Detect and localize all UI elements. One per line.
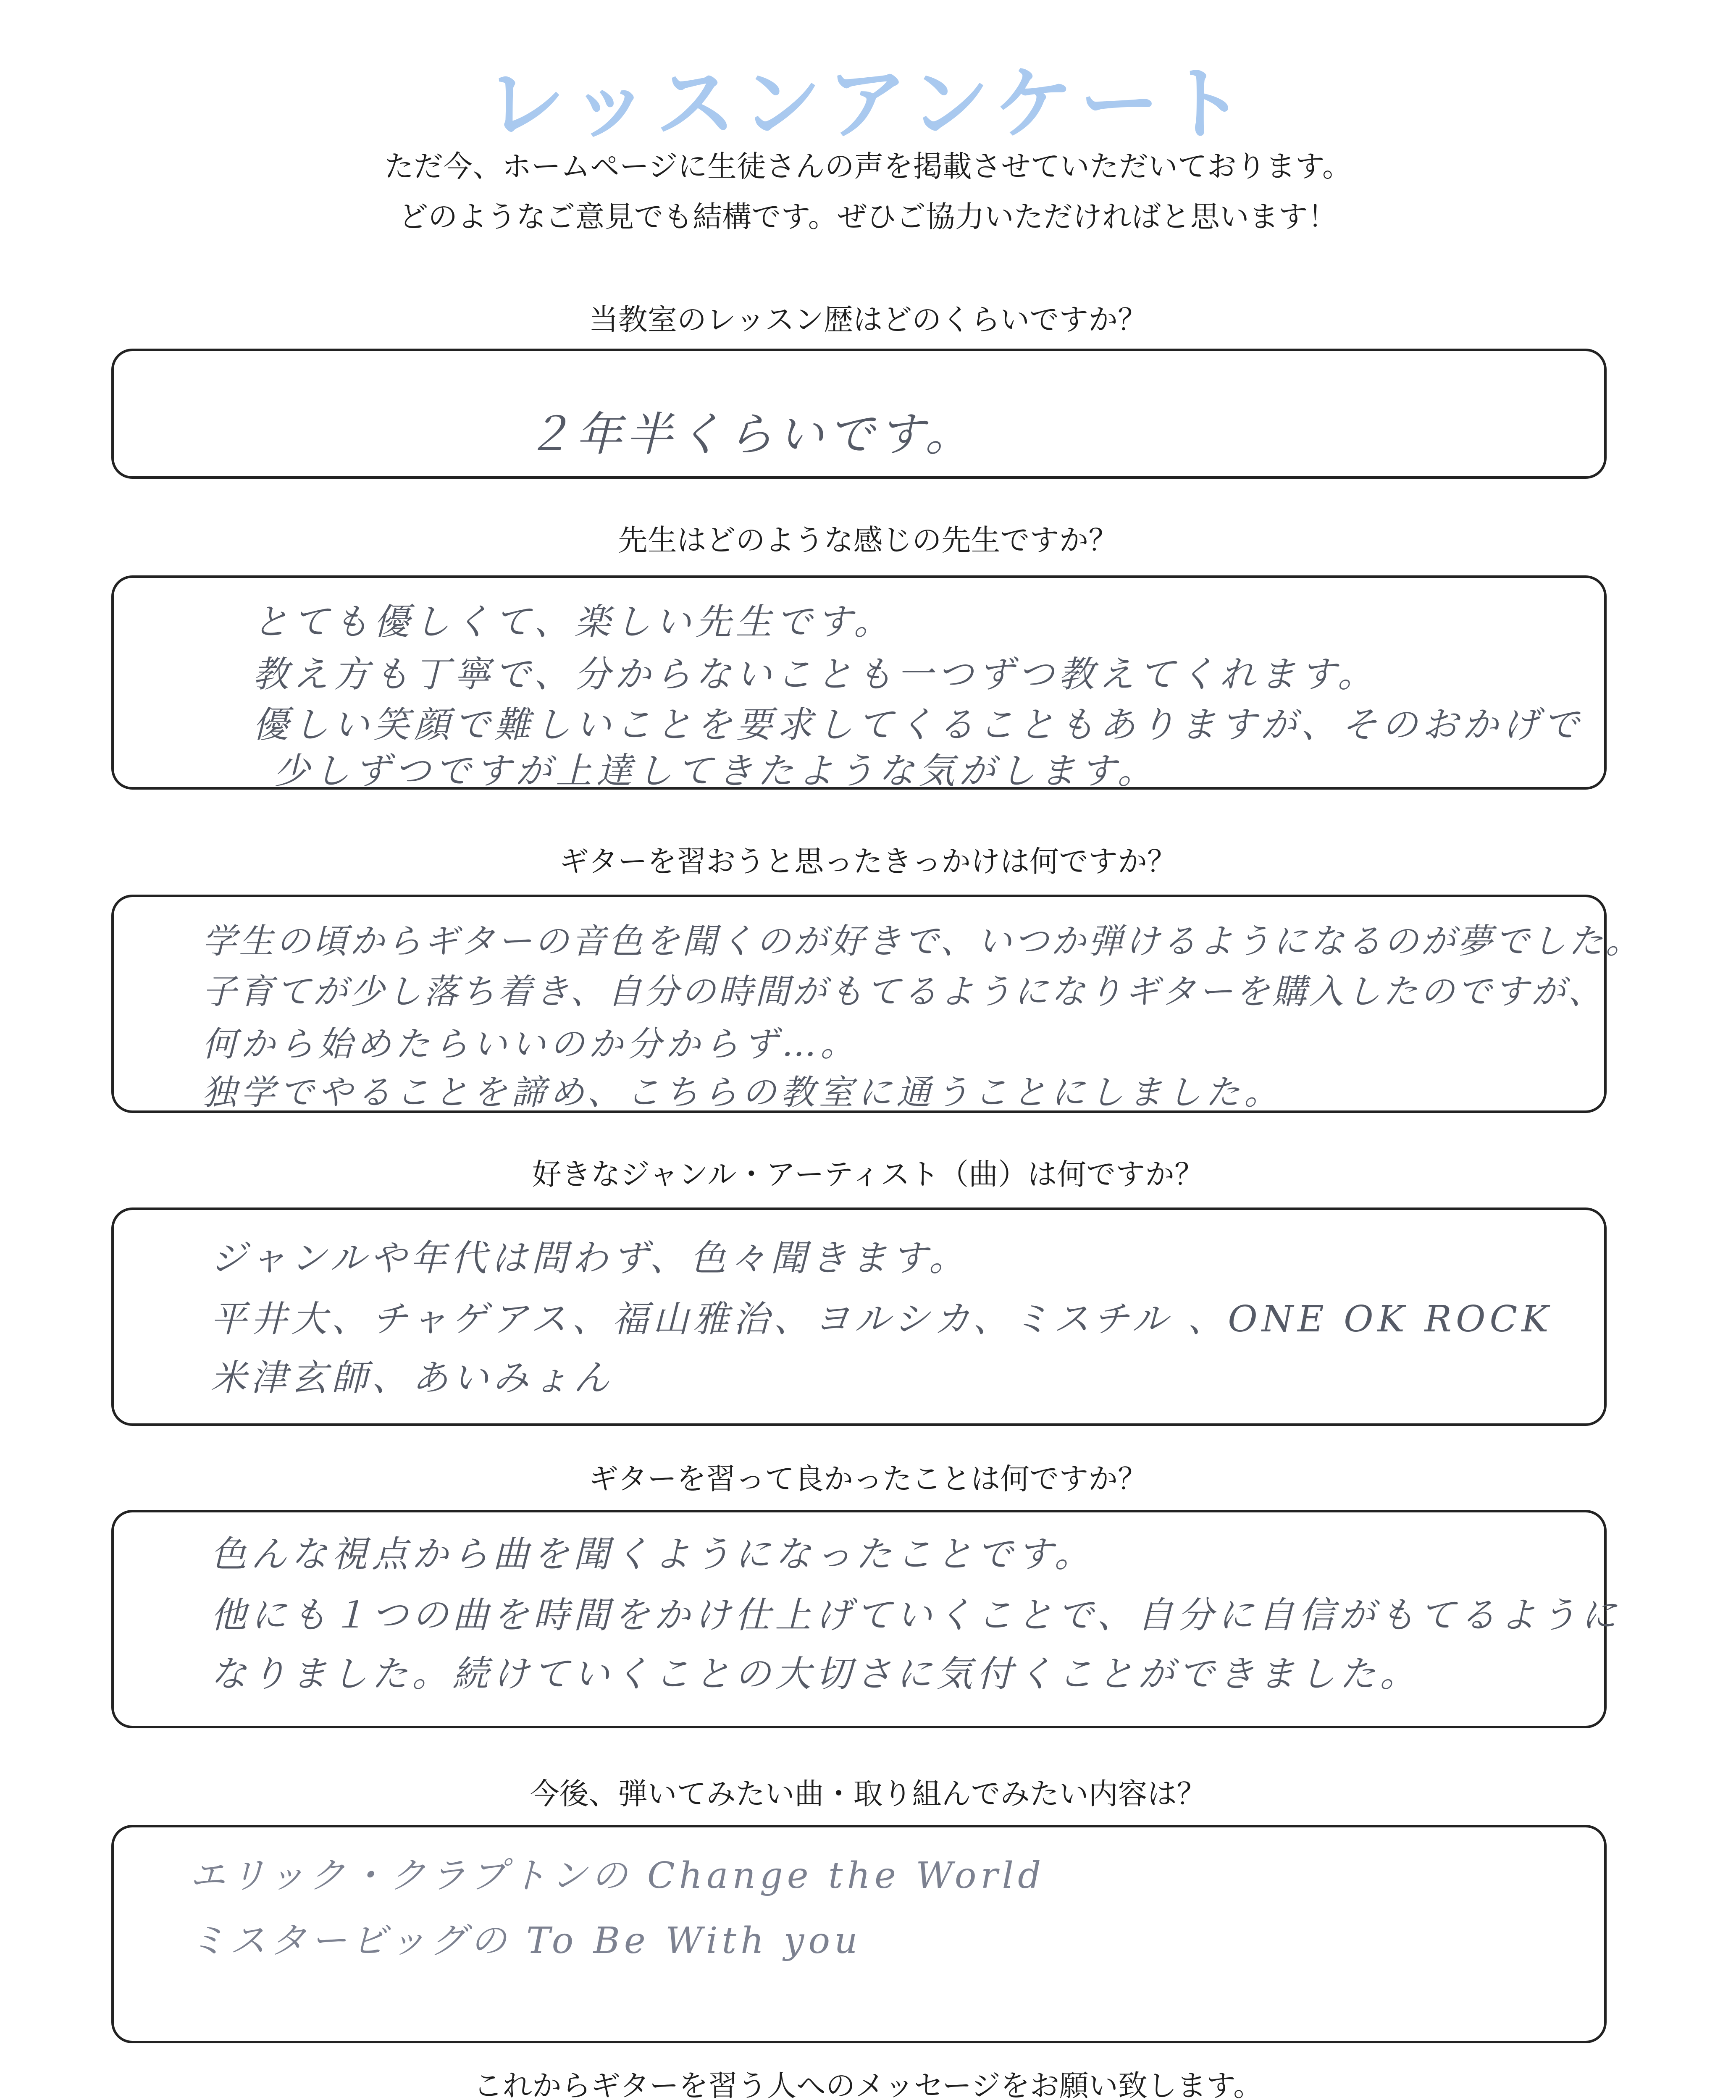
question-2: 先生はどのような感じの先生ですか？ xyxy=(618,523,1118,557)
answer-box-5 xyxy=(111,1510,1621,1728)
intro-line-2: どのようなご意見でも結構です。ぜひご協力いただければと思います！ xyxy=(399,200,1337,234)
answer-3-line-1: 学生の頃からギターの音色を聞くのが好きで、いつか弾けるようになるのが夢でした。 xyxy=(202,921,1643,961)
answer-2-line-4: 少しずつですが上達してきたような気がします。 xyxy=(273,750,1158,792)
question-1: 当教室のレッスン歴はどのくらいですか？ xyxy=(588,302,1148,337)
answer-5-line-1: 色んな視点から曲を聞くようになったことです。 xyxy=(210,1533,1095,1575)
answer-2-line-3: 優しい笑顔で難しいことを要求してくることもありますが、そのおかげで xyxy=(252,704,1583,746)
question-3: ギターを習おうと思ったきっかけは何ですか？ xyxy=(559,844,1177,879)
answer-box-6 xyxy=(111,1825,1607,2043)
page-title: レッスンアンケート xyxy=(485,58,1251,150)
answer-box-4 xyxy=(111,1208,1607,1426)
answer-2-line-2: 教え方も丁寧で、分からないことも一つずつ教えてくれます。 xyxy=(252,654,1378,696)
answer-3-line-4: 独学でやることを諦め、こちらの教室に通うことにしました。 xyxy=(202,1073,1283,1113)
answer-box-1 xyxy=(111,349,1607,479)
answer-2-line-1: とても優しくて、楽しい先生です。 xyxy=(252,601,894,643)
answer-6-line-2: ミスタービッグの To Be With you xyxy=(189,1920,862,1962)
question-4: 好きなジャンル・アーティスト（曲）は何ですか？ xyxy=(532,1157,1204,1192)
answer-5-line-3: なりました。続けていくことの大切さに気付くことができました。 xyxy=(210,1653,1420,1695)
answer-3-line-2: 子育てが少し落ち着き、自分の時間がもてるようになりギターを購入したのですが、 xyxy=(202,972,1605,1012)
question-5: ギターを習って良かったことは何ですか？ xyxy=(588,1462,1148,1496)
answer-4-line-3: 米津玄師、あいみょん xyxy=(210,1357,614,1399)
answer-5-line-2: 他にも１つの曲を時間をかけ仕上げていくことで、自分に自信がもてるように xyxy=(210,1594,1621,1636)
answer-box-3 xyxy=(111,895,1643,1113)
answer-4-line-2: 平井大、チャゲアス、福山雅治、ヨルシカ、ミスチル 、ONE OK ROCK xyxy=(210,1298,1553,1340)
answer-1-line-1: ２年半くらいです。 xyxy=(525,407,976,461)
answer-3-line-3: 何から始めたらいいのか分からず…。 xyxy=(202,1024,859,1064)
question-6: 今後、弾いてみたい曲・取り組んでみたい内容は？ xyxy=(530,1777,1206,1811)
intro-line-1: ただ今、ホームページに生徒さんの声を掲載させていただいております。 xyxy=(384,149,1352,184)
answer-box-2 xyxy=(111,575,1607,790)
answer-6-line-1: エリック・クラプトンの Change the World xyxy=(189,1855,1045,1897)
question-7: これからギターを習う人へのメッセージをお願い致します。 xyxy=(473,2068,1263,2100)
answer-4-line-1: ジャンルや年代は問わず、色々聞きます。 xyxy=(210,1237,969,1279)
